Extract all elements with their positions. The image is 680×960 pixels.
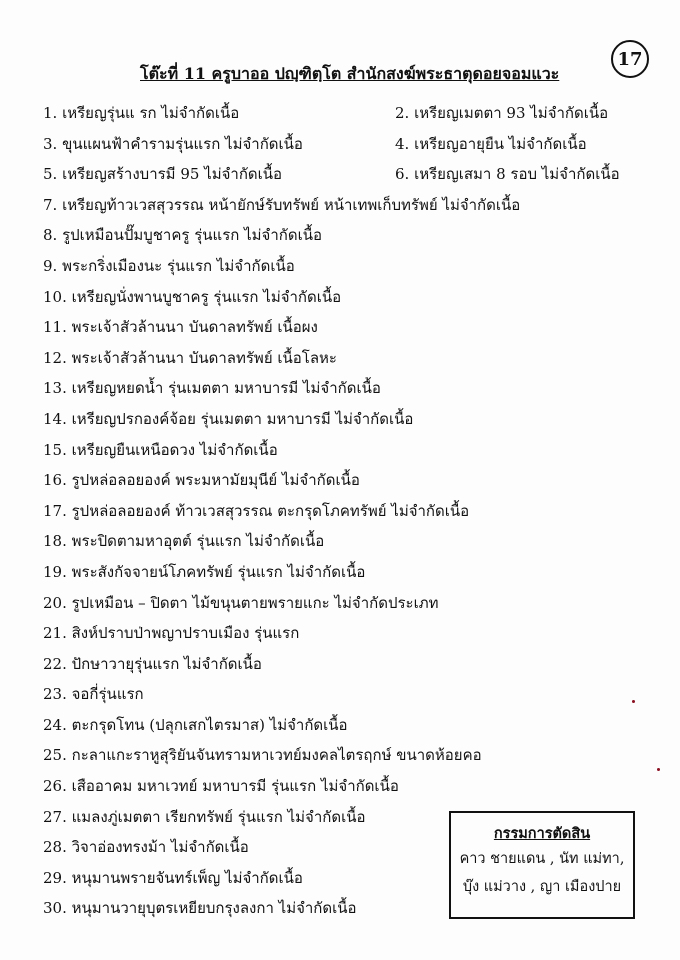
item-row: [43, 710, 643, 741]
list-item: 7. เหรียญท้าวเวสสุวรรณ หน้ายักษ์รับทรัพย์ หน้าเทพเก็บทรัพย์ ไม่จำกัดเนื้อ: [43, 195, 521, 214]
item-row: [43, 496, 643, 527]
list-item: 19. พระสังกัจจายน์โภคทรัพย์ รุ่นแรก ไม่จำกัดเนื้อ: [43, 562, 366, 581]
list-item: 29. หนุมานพรายจันทร์เพ็ญ ไม่จำกัดเนื้อ: [43, 868, 303, 887]
list-item: 27. แมลงภู่เมตตา เรียกทรัพย์ รุ่นแรก ไม่จำกัดเนื้อ: [43, 807, 366, 826]
list-item: 22. ปักษาวายุรุ่นแรก ไม่จำกัดเนื้อ: [43, 654, 262, 673]
item-row: [43, 404, 643, 435]
item-row: [43, 679, 643, 710]
item-row: [43, 190, 643, 221]
judges-line-1: คาว ชายแดน , นัท แม่ทา,: [459, 851, 625, 867]
list-item: 23. จอกี่รุ่นแรก: [43, 685, 144, 704]
list-item: 8. รูปเหมือนปั๊มบูชาครู รุ่นแรก ไม่จำกัดเนื้อ: [43, 226, 322, 245]
item-row: [43, 251, 643, 282]
item-row: [43, 129, 643, 160]
list-item: 1. เหรียญรุ่นแ รก ไม่จำกัดเนื้อ: [43, 104, 240, 122]
list-item: 11. พระเจ้าสัวล้านนา บันดาลทรัพย์ เนื้อผง: [43, 318, 318, 337]
item-row: [43, 159, 643, 190]
item-row: [43, 618, 643, 649]
list-item: 25. กะลาแกะราหูสุริยันจันทรามหาเวทย์มงคลไตรฤกษ์ ขนาดห้อยคอ: [43, 746, 482, 765]
page-title: โต๊ะที่ 11 ครูบาออ ปญฺฑิตฺโต สำนักสงฆ์พระธาตุดอยจอมแวะ: [140, 64, 560, 83]
judges-box: [449, 811, 635, 919]
list-item: 5. เหรียญสร้างบารมี 95 ไม่จำกัดเนื้อ: [43, 165, 283, 184]
ink-speck: [657, 768, 660, 771]
item-row: [43, 220, 643, 251]
item-row: [43, 435, 643, 466]
list-item: 26. เสืออาคม มหาเวทย์ มหาบารมี รุ่นแรก ไม่จำกัดเนื้อ: [43, 777, 399, 796]
item-row: [43, 312, 643, 343]
list-item: 30. หนุมานวายุบุตรเหยียบกรุงลงกา ไม่จำกัดเนื้อ: [43, 899, 357, 918]
list-item: 13. เหรียญหยดน้ำ รุ่นเมตตา มหาบารมี ไม่จำกัดเนื้อ: [43, 379, 381, 398]
ink-speck: [632, 700, 635, 703]
list-item: 4. เหรียญอายุยืน ไม่จำกัดเนื้อ: [395, 134, 587, 153]
item-list: [43, 98, 643, 924]
list-item: 12. พระเจ้าสัวล้านนา บันดาลทรัพย์ เนื้อโลหะ: [43, 348, 337, 367]
list-item: 17. รูปหล่อลอยองค์ ท้าวเวสสุวรรณ ตะกรุดโภคทรัพย์ ไม่จำกัดเนื้อ: [43, 501, 470, 520]
list-item: 15. เหรียญยืนเหนือดวง ไม่จำกัดเนื้อ: [43, 440, 278, 459]
list-item: 6. เหรียญเสมา 8 รอบ ไม่จำกัดเนื้อ: [395, 165, 620, 184]
page-number: 17: [611, 40, 649, 78]
judges-heading: กรรมการตัดสิน: [493, 825, 591, 842]
list-item: 16. รูปหล่อลอยองค์ พระมหามัยมุนีย์ ไม่จำกัดเนื้อ: [43, 471, 360, 490]
list-item: 24. ตะกรุดโทน (ปลุกเสกไตรมาส) ไม่จำกัดเนื้อ: [43, 715, 348, 734]
list-item: 21. สิงห์ปราบป่าพญาปราบเมือง รุ่นแรก: [43, 624, 300, 643]
judges-line-2: บุ๊ง แม่วาง , ญา เมืองปาย: [462, 879, 622, 895]
list-item: 9. พระกริ่งเมืองนะ รุ่นแรก ไม่จำกัดเนื้อ: [43, 256, 295, 275]
list-item: 20. รูปเหมือน – ปิดตา ไม้ขนุนตายพรายแกะ ไม่จำกัดประเภท: [43, 593, 439, 612]
list-item: 3. ขุนแผนฟ้าคำรามรุ่นแรก ไม่จำกัดเนื้อ: [43, 134, 303, 153]
item-row: [43, 282, 643, 313]
item-row: [43, 557, 643, 588]
item-row: [43, 771, 643, 802]
item-row: [43, 98, 643, 129]
item-row: [43, 740, 643, 771]
item-row: [43, 588, 643, 619]
item-row: [43, 649, 643, 680]
item-row: [43, 343, 643, 374]
list-item: 28. วิจาอ่องทรงม้า ไม่จำกัดเนื้อ: [43, 838, 249, 857]
list-item: 10. เหรียญนั่งพานบูชาครู รุ่นแรก ไม่จำกัดเนื้อ: [43, 287, 342, 306]
list-item: 2. เหรียญเมตตา 93 ไม่จำกัดเนื้อ: [395, 104, 609, 122]
list-item: 18. พระปิดตามหาอุตต์ รุ่นแรก ไม่จำกัดเนื้อ: [43, 532, 325, 551]
list-item: 14. เหรียญปรกองค์จ้อย รุ่นเมตตา มหาบารมี ไม่จำกัดเนื้อ: [43, 409, 414, 428]
item-row: [43, 373, 643, 404]
item-row: [43, 526, 643, 557]
item-row: [43, 465, 643, 496]
